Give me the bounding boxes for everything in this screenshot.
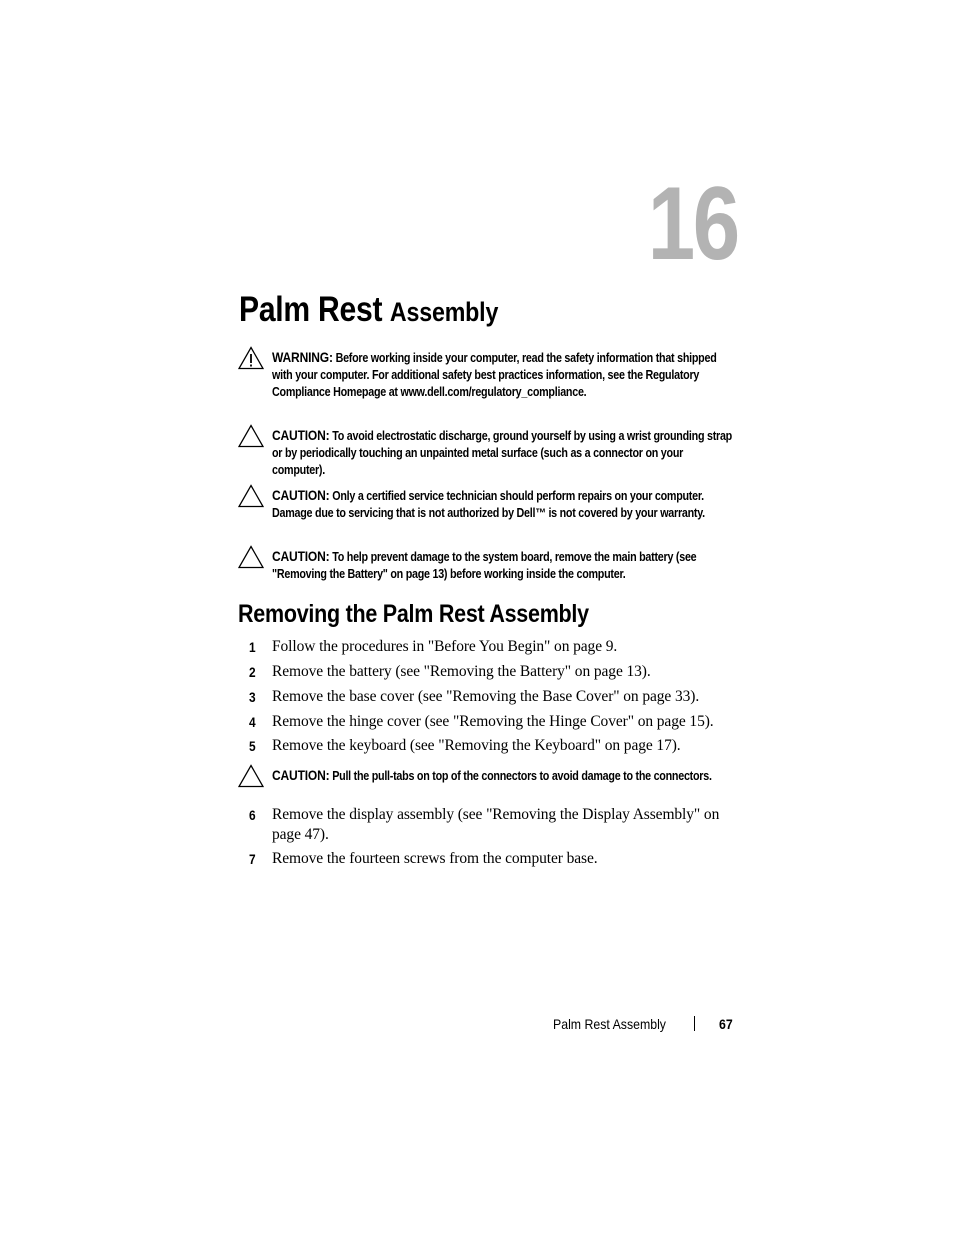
step-text: Remove the base cover (see "Removing the Base Cover" on page 33). [272,688,700,705]
warning-icon [238,346,264,370]
step-number: 7 [249,851,256,867]
chapter-title [239,290,498,330]
list-item [238,712,738,732]
list-item [238,805,738,844]
footer-divider [694,1016,695,1031]
caution-icon [238,484,264,508]
chapter-number: 16 [648,166,738,282]
caution-text [272,427,733,479]
caution-label: CAUTION: [272,487,330,503]
warning-notice [238,349,738,401]
caution-icon [238,424,264,448]
caution-text [272,487,733,522]
list-item [238,662,738,682]
step-number: 3 [249,689,256,705]
caution-body: To avoid electrostatic discharge, ground yourself by using a wrist grounding strap or by periodically touching an unpainted metal surface (such as a connector on your computer). [272,429,732,477]
chapter-title-sub: Assembly [389,297,499,327]
caution-icon [238,764,264,788]
step-text: Remove the fourteen screws from the computer base. [272,850,598,867]
step-text: Remove the battery (see "Removing the Battery" on page 13). [272,663,651,680]
caution-notice [238,427,738,479]
caution-notice [238,548,738,583]
list-item [238,736,738,756]
caution-notice [238,487,738,522]
caution-label: CAUTION: [272,767,330,783]
step-text: Remove the hinge cover (see "Removing the Hinge Cover" on page 15). [272,713,714,730]
step-text: Remove the keyboard (see "Removing the Keyboard" on page 17). [272,737,681,754]
step-text: Follow the procedures in "Before You Begin" on page 9. [272,638,618,655]
caution-body: Only a certified service technician should perform repairs on your computer. Damage due to servicing that is not authorized by Dell™ is not covered by your warranty. [272,489,705,520]
step-number: 6 [249,807,256,823]
list-item [238,849,738,869]
page-number: 67 [719,1016,733,1032]
warning-body: Before working inside your computer, read the safety information that shipped with your computer. For additional safety best practices information, see the Regulatory Compliance Homepage at www.dell.com/regulatory_compliance. [272,351,717,399]
caution-icon [238,545,264,569]
step-text: Remove the display assembly (see "Removing the Display Assembly" on page 47). [272,806,720,843]
warning-text [272,349,733,401]
step-number: 2 [249,664,256,680]
footer-title: Palm Rest Assembly [553,1016,666,1032]
step-number: 5 [249,738,256,754]
caution-label: CAUTION: [272,427,330,443]
caution-body: Pull the pull-tabs on top of the connectors to avoid damage to the connectors. [332,769,712,783]
list-item [238,637,738,657]
chapter-title-main: Palm Rest [239,290,383,329]
caution-text [272,548,733,583]
step-number: 1 [249,639,256,655]
caution-body: To help prevent damage to the system board, remove the main battery (see "Removing the Battery" on page 13) before working inside the computer. [272,550,697,581]
caution-label: CAUTION: [272,548,330,564]
list-item [238,687,738,707]
step-number: 4 [249,714,256,730]
caution-notice [238,767,738,785]
warning-label: WARNING: [272,349,333,365]
section-heading: Removing the Palm Rest Assembly [238,600,589,628]
caution-text [272,767,733,785]
